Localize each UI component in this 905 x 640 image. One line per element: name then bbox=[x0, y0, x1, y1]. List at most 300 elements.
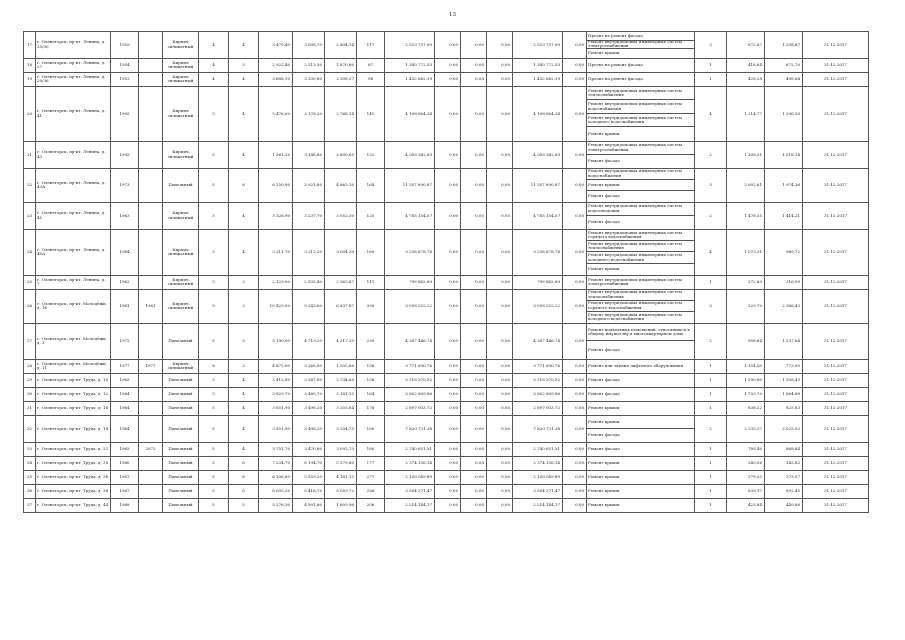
floors-cell: 5 bbox=[199, 323, 229, 359]
completion-date-cell: 31.12.2017 bbox=[803, 229, 869, 275]
completion-date-cell: 31.12.2017 bbox=[803, 58, 869, 72]
row-number-cell: 33 bbox=[24, 442, 36, 456]
residents-count-cell: 256 bbox=[357, 484, 385, 498]
max-unit-cost-cell: 672,70 bbox=[765, 58, 803, 72]
floors-cell: 5 bbox=[199, 86, 229, 141]
other-cost-cell: 0,00 bbox=[563, 373, 587, 387]
works-list-cell bbox=[587, 72, 695, 86]
other-cost-cell: 0,00 bbox=[563, 168, 587, 202]
row-number-cell: 36 bbox=[24, 484, 36, 498]
owners-cost-cell: 4 387 446,74 bbox=[513, 323, 563, 359]
table-row bbox=[24, 32, 869, 59]
total-cost-cell: 799 882,69 bbox=[385, 275, 435, 289]
work-item: Ремонт фасада bbox=[588, 158, 620, 164]
fund-cost-cell: 0,00 bbox=[435, 202, 461, 229]
unit-cost-cell: 838,22 bbox=[727, 401, 765, 415]
budget-cost-cell: 0,00 bbox=[461, 387, 487, 401]
local-budget-cost-cell: 0,00 bbox=[487, 141, 513, 168]
build-year-cell: 1995 bbox=[111, 141, 139, 168]
works-list-cell bbox=[587, 484, 695, 498]
table-row bbox=[24, 168, 869, 202]
fund-cost-cell: 0,00 bbox=[435, 275, 461, 289]
total-cost-cell: 2 374 136,14 bbox=[385, 456, 435, 470]
total-area-cell: 6 150,90 bbox=[259, 168, 293, 202]
premises-area-cell: 2 213,50 bbox=[293, 58, 325, 72]
total-cost-cell: 3 236 678,78 bbox=[385, 229, 435, 275]
total-area-cell: 3 829,70 bbox=[259, 387, 293, 401]
work-item: Ремонт внутридомовых инженерных систем горячего водоснабжения bbox=[587, 301, 694, 312]
residential-area-cell: 2 804,14 bbox=[325, 32, 357, 59]
budget-cost-cell: 0,00 bbox=[461, 456, 487, 470]
row-number-cell: 25 bbox=[24, 275, 36, 289]
completion-date-cell: 31.12.2017 bbox=[803, 141, 869, 168]
max-unit-cost-cell: 1 237,64 bbox=[765, 323, 803, 359]
wall-material-cell: Кирпич силикатный bbox=[163, 275, 199, 289]
table-row bbox=[24, 86, 869, 141]
commission-year-cell: 1981 bbox=[139, 289, 163, 323]
works-count-cell: 4 bbox=[695, 86, 727, 141]
entrances-cell: 8 bbox=[229, 168, 259, 202]
owners-cost-cell: 5 318 370,92 bbox=[513, 373, 563, 387]
residents-count-cell: 164 bbox=[357, 387, 385, 401]
work-item: Ремонт фасада bbox=[588, 391, 620, 397]
residents-count-cell: 132 bbox=[357, 141, 385, 168]
build-year-cell: 1965 bbox=[111, 442, 139, 456]
works-list-cell bbox=[587, 202, 695, 229]
residential-area-cell: 4 317,20 bbox=[325, 323, 357, 359]
other-cost-cell: 0,00 bbox=[563, 141, 587, 168]
residential-area-cell: 3 004,39 bbox=[325, 229, 357, 275]
table-row bbox=[24, 415, 869, 442]
other-cost-cell: 0,00 bbox=[563, 359, 587, 373]
max-unit-cost-cell: 142,82 bbox=[765, 456, 803, 470]
works-list-cell bbox=[587, 442, 695, 456]
fund-cost-cell: 0,00 bbox=[435, 373, 461, 387]
residential-area-cell: 3 181,13 bbox=[325, 387, 357, 401]
row-number-cell: 17 bbox=[24, 32, 36, 59]
premises-area-cell: 4 901,60 bbox=[293, 498, 325, 512]
residents-count-cell: 178 bbox=[357, 401, 385, 415]
local-budget-cost-cell: 0,00 bbox=[487, 275, 513, 289]
works-list-cell bbox=[587, 32, 695, 59]
capital-repair-table bbox=[23, 31, 869, 513]
residents-count-cell: 158 bbox=[357, 359, 385, 373]
address-cell: г. Оленегорск, пр-кт. Труда, д. 36 bbox=[36, 470, 111, 484]
works-count-cell: 1 bbox=[695, 470, 727, 484]
completion-date-cell: 31.12.2017 bbox=[803, 32, 869, 59]
residents-count-cell: 141 bbox=[357, 86, 385, 141]
page-number: 13 bbox=[449, 12, 456, 18]
row-number-cell: 30 bbox=[24, 387, 36, 401]
work-item: Ремонт крыши bbox=[588, 502, 620, 508]
residents-count-cell: 277 bbox=[357, 470, 385, 484]
commission-year-cell bbox=[139, 141, 163, 168]
budget-cost-cell: 0,00 bbox=[461, 498, 487, 512]
budget-cost-cell: 0,00 bbox=[461, 470, 487, 484]
floors-cell: 5 bbox=[199, 168, 229, 202]
residents-count-cell: 111 bbox=[357, 275, 385, 289]
budget-cost-cell: 0,00 bbox=[461, 58, 487, 72]
owners-cost-cell: 3 504 571,47 bbox=[513, 484, 563, 498]
work-item: Ремонт крыши bbox=[588, 488, 620, 494]
floors-cell: 4 bbox=[199, 32, 229, 59]
owners-cost-cell: 2 374 136,14 bbox=[513, 456, 563, 470]
build-year-cell: 1988 bbox=[111, 498, 139, 512]
address-cell: г. Оленегорск, пр-кт. Труда, д. 38 bbox=[36, 484, 111, 498]
table-row bbox=[24, 498, 869, 512]
table-row bbox=[24, 359, 869, 373]
residents-count-cell: 177 bbox=[357, 456, 385, 470]
work-item: Ремонт фасада bbox=[588, 377, 620, 383]
address-cell: г. Оленегорск, пр-кт. Ленина, д. 29/36 bbox=[36, 72, 111, 86]
total-cost-cell: 3 771 690,76 bbox=[385, 359, 435, 373]
floors-cell: 5 bbox=[199, 387, 229, 401]
row-number-cell: 34 bbox=[24, 456, 36, 470]
local-budget-cost-cell: 0,00 bbox=[487, 415, 513, 442]
work-item: Ремонт внутридомовых инженерных систем электроснабжения bbox=[587, 142, 694, 155]
work-item: Ремонт крыши bbox=[587, 180, 694, 191]
unit-cost-cell: 379,33 bbox=[727, 470, 765, 484]
premises-area-cell: 3 470,80 bbox=[293, 442, 325, 456]
residential-area-cell: 4 663,10 bbox=[325, 168, 357, 202]
work-item: Ремонт крыши bbox=[588, 266, 620, 272]
works-list-cell bbox=[587, 498, 695, 512]
premises-area-cell: 4 719,20 bbox=[293, 323, 325, 359]
local-budget-cost-cell: 0,00 bbox=[487, 442, 513, 456]
commission-year-cell bbox=[139, 32, 163, 59]
total-area-cell: 3 412,80 bbox=[259, 373, 293, 387]
works-count-cell: 1 bbox=[695, 72, 727, 86]
row-number-cell: 35 bbox=[24, 470, 36, 484]
work-item: Ремонт подвальных помещений, относящихся к общему имуществу в многоквартирном доме bbox=[587, 324, 694, 342]
works-count-cell: 3 bbox=[695, 289, 727, 323]
row-number-cell: 31 bbox=[24, 401, 36, 415]
local-budget-cost-cell: 0,00 bbox=[487, 32, 513, 59]
budget-cost-cell: 0,00 bbox=[461, 323, 487, 359]
premises-area-cell: 3 178,20 bbox=[293, 86, 325, 141]
max-unit-cost-cell: 498,64 bbox=[765, 72, 803, 86]
max-unit-cost-cell: 1 664,88 bbox=[765, 387, 803, 401]
works-list-cell bbox=[587, 86, 695, 141]
commission-year-cell bbox=[139, 470, 163, 484]
wall-material-cell: Кирпич силикатный bbox=[163, 72, 199, 86]
other-cost-cell: 0,00 bbox=[563, 275, 587, 289]
address-cell: г. Оленегорск, пр-кт. Труда, д. 30 bbox=[36, 456, 111, 470]
entrances-cell: 4 bbox=[229, 442, 259, 456]
works-count-cell: 4 bbox=[695, 229, 727, 275]
owners-cost-cell: 7 820 721,38 bbox=[513, 415, 563, 442]
total-area-cell: 5 276,30 bbox=[259, 498, 293, 512]
residents-count-cell: 169 bbox=[357, 229, 385, 275]
other-cost-cell: 0,00 bbox=[563, 323, 587, 359]
residential-area-cell: 5 059,72 bbox=[325, 484, 357, 498]
address-cell: г. Оленегорск, пр-кт. Труда, д. 18 bbox=[36, 415, 111, 442]
work-item: Проект на ремонт фасада bbox=[588, 76, 643, 82]
wall-material-cell: Панельный bbox=[163, 168, 199, 202]
works-list-cell bbox=[587, 373, 695, 387]
total-cost-cell: 4 387 446,74 bbox=[385, 323, 435, 359]
work-item: Ремонт внутридомовых инженерных систем водоотведения bbox=[587, 203, 694, 216]
unit-cost-cell: 1 314,77 bbox=[727, 86, 765, 141]
unit-cost-cell: 329,70 bbox=[727, 289, 765, 323]
budget-cost-cell: 0,00 bbox=[461, 168, 487, 202]
entrances-cell: 4 bbox=[229, 373, 259, 387]
address-cell: г. Оленегорск, пр-кт. Молодёжи, д. 11 bbox=[36, 359, 111, 373]
owners-cost-cell: 11 557 690,87 bbox=[513, 168, 563, 202]
address-cell: г. Оленегорск, пр-кт. Ленина, д. 25/30 bbox=[36, 32, 111, 59]
works-count-cell: 1 bbox=[695, 275, 727, 289]
table-row bbox=[24, 323, 869, 359]
commission-year-cell bbox=[139, 275, 163, 289]
budget-cost-cell: 0,00 bbox=[461, 415, 487, 442]
local-budget-cost-cell: 0,00 bbox=[487, 229, 513, 275]
total-area-cell: 2 922,40 bbox=[259, 58, 293, 72]
premises-area-cell: 3 498,20 bbox=[293, 401, 325, 415]
other-cost-cell: 0,00 bbox=[563, 229, 587, 275]
premises-area-cell: 3 237,70 bbox=[293, 202, 325, 229]
floors-cell: 5 bbox=[199, 275, 229, 289]
owners-cost-cell: 1 349 772,55 bbox=[513, 58, 563, 72]
wall-material-cell: Панельный bbox=[163, 442, 199, 456]
fund-cost-cell: 0,00 bbox=[435, 141, 461, 168]
work-item: Ремонт крыши bbox=[587, 416, 694, 429]
local-budget-cost-cell: 0,00 bbox=[487, 359, 513, 373]
unit-cost-cell: 2 002,61 bbox=[727, 168, 765, 202]
table-row bbox=[24, 72, 869, 86]
total-cost-cell: 2 523 757,00 bbox=[385, 32, 435, 59]
row-number-cell: 23 bbox=[24, 202, 36, 229]
floors-cell: 9 bbox=[199, 289, 229, 323]
total-cost-cell: 4 198 684,34 bbox=[385, 86, 435, 141]
table-row bbox=[24, 401, 869, 415]
floors-cell: 5 bbox=[199, 456, 229, 470]
works-count-cell: 2 bbox=[695, 202, 727, 229]
works-list-cell bbox=[587, 401, 695, 415]
wall-material-cell: Кирпич силикатный bbox=[163, 32, 199, 59]
other-cost-cell: 0,00 bbox=[563, 401, 587, 415]
entrances-cell: 8 bbox=[229, 470, 259, 484]
work-item: Ремонт внутридомовых инженерных систем теплоснабжения bbox=[587, 290, 694, 301]
residential-area-cell: 5 575,60 bbox=[325, 456, 357, 470]
unit-cost-cell: 372,89 bbox=[727, 275, 765, 289]
premises-area-cell: 5 921,80 bbox=[293, 168, 325, 202]
other-cost-cell: 0,00 bbox=[563, 442, 587, 456]
work-item: Ремонт фасада bbox=[588, 346, 620, 352]
wall-material-cell: Панельный bbox=[163, 323, 199, 359]
owners-cost-cell: 5 802 805,86 bbox=[513, 387, 563, 401]
entrances-cell: 6 bbox=[229, 456, 259, 470]
works-list-cell bbox=[587, 470, 695, 484]
commission-year-cell bbox=[139, 373, 163, 387]
fund-cost-cell: 0,00 bbox=[435, 72, 461, 86]
wall-material-cell: Панельный bbox=[163, 456, 199, 470]
floors-cell: 4 bbox=[199, 72, 229, 86]
row-number-cell: 19 bbox=[24, 72, 36, 86]
total-area-cell: 2 123,00 bbox=[259, 275, 293, 289]
table-row bbox=[24, 229, 869, 275]
completion-date-cell: 31.12.2017 bbox=[803, 498, 869, 512]
address-cell: г. Оленегорск, пр-кт. Труда, д. 16 bbox=[36, 401, 111, 415]
build-year-cell: 1977 bbox=[111, 359, 139, 373]
max-unit-cost-cell: 449,66 bbox=[765, 498, 803, 512]
total-cost-cell: 2 740 651,51 bbox=[385, 442, 435, 456]
row-number-cell: 32 bbox=[24, 415, 36, 442]
other-cost-cell: 0,00 bbox=[563, 32, 587, 59]
completion-date-cell: 31.12.2017 bbox=[803, 289, 869, 323]
owners-cost-cell: 4 785 134,57 bbox=[513, 202, 563, 229]
works-count-cell: 2 bbox=[695, 415, 727, 442]
work-item: Ремонт крыши bbox=[588, 130, 620, 136]
table-row bbox=[24, 470, 869, 484]
residential-area-cell: 3 092,73 bbox=[325, 442, 357, 456]
address-cell: г. Оленегорск, пр-кт. Труда, д. 10 bbox=[36, 373, 111, 387]
completion-date-cell: 31.12.2017 bbox=[803, 72, 869, 86]
unit-cost-cell: 1 703,70 bbox=[727, 387, 765, 401]
commission-year-cell: 2072 bbox=[139, 442, 163, 456]
works-list-cell bbox=[587, 359, 695, 373]
total-area-cell: 7 234,70 bbox=[259, 456, 293, 470]
local-budget-cost-cell: 0,00 bbox=[487, 456, 513, 470]
residents-count-cell: 239 bbox=[357, 323, 385, 359]
local-budget-cost-cell: 0,00 bbox=[487, 168, 513, 202]
total-area-cell: 3 688,10 bbox=[259, 72, 293, 86]
budget-cost-cell: 0,00 bbox=[461, 32, 487, 59]
floors-cell: 5 bbox=[199, 373, 229, 387]
works-list-cell bbox=[587, 141, 695, 168]
entrances-cell: 4 bbox=[229, 415, 259, 442]
table-row bbox=[24, 442, 869, 456]
total-cost-cell: 4 005 342,89 bbox=[385, 141, 435, 168]
premises-area-cell: 3 480,70 bbox=[293, 387, 325, 401]
works-count-cell: 3 bbox=[695, 168, 727, 202]
unit-cost-cell: 418,64 bbox=[727, 58, 765, 72]
build-year-cell: 1954 bbox=[111, 58, 139, 72]
address-cell: г. Оленегорск, пр-кт. Ленина, д. 27 bbox=[36, 58, 111, 72]
row-number-cell: 24 bbox=[24, 229, 36, 275]
residents-count-cell: 180 bbox=[357, 415, 385, 442]
local-budget-cost-cell: 0,00 bbox=[487, 387, 513, 401]
fund-cost-cell: 0,00 bbox=[435, 86, 461, 141]
build-year-cell: 1973 bbox=[111, 168, 139, 202]
other-cost-cell: 0,00 bbox=[563, 456, 587, 470]
commission-year-cell bbox=[139, 323, 163, 359]
build-year-cell: 1981 bbox=[111, 289, 139, 323]
address-cell: г. Оленегорск, пр-кт. Ленина, д. 41 bbox=[36, 86, 111, 141]
residential-area-cell: 2 363,87 bbox=[325, 275, 357, 289]
work-item: Ремонт внутридомовых инженерных систем электроснабжения bbox=[587, 41, 694, 50]
floors-cell: 5 bbox=[199, 401, 229, 415]
max-unit-cost-cell: 1 414,21 bbox=[765, 202, 803, 229]
build-year-cell: 1964 bbox=[111, 401, 139, 415]
build-year-cell: 1964 bbox=[111, 387, 139, 401]
fund-cost-cell: 0,00 bbox=[435, 415, 461, 442]
total-area-cell: 3 328,90 bbox=[259, 202, 293, 229]
commission-year-cell bbox=[139, 86, 163, 141]
work-item: Ремонт внутридомовых инженерных систем теплоснабжения bbox=[587, 241, 694, 252]
table-row bbox=[24, 484, 869, 498]
wall-material-cell: Кирпич силикатный bbox=[163, 289, 199, 323]
row-number-cell: 20 bbox=[24, 86, 36, 141]
total-cost-cell: 5 802 805,86 bbox=[385, 387, 435, 401]
wall-material-cell: Панельный bbox=[163, 373, 199, 387]
works-list-cell bbox=[587, 275, 695, 289]
residential-area-cell: 2 734,65 bbox=[325, 373, 357, 387]
residential-area-cell: 4 181,13 bbox=[325, 470, 357, 484]
commission-year-cell bbox=[139, 484, 163, 498]
works-count-cell: 1 bbox=[695, 401, 727, 415]
entrances-cell: 3 bbox=[229, 275, 259, 289]
build-year-cell: 1995 bbox=[111, 86, 139, 141]
wall-material-cell: Панельный bbox=[163, 470, 199, 484]
owners-cost-cell: 799 882,69 bbox=[513, 275, 563, 289]
max-unit-cost-cell: 989,72 bbox=[765, 229, 803, 275]
budget-cost-cell: 0,00 bbox=[461, 141, 487, 168]
unit-cost-cell: 639,17 bbox=[727, 484, 765, 498]
residential-area-cell: 3 052,30 bbox=[325, 202, 357, 229]
max-unit-cost-cell: 1 974,36 bbox=[765, 168, 803, 202]
local-budget-cost-cell: 0,00 bbox=[487, 58, 513, 72]
table-row bbox=[24, 58, 869, 72]
work-item: Ремонт внутридомовых инженерных систем холодного водоснабжения bbox=[587, 114, 694, 128]
entrances-cell: 4 bbox=[229, 202, 259, 229]
fund-cost-cell: 0,00 bbox=[435, 32, 461, 59]
works-count-cell: 1 bbox=[695, 484, 727, 498]
unit-cost-cell: 428,28 bbox=[727, 72, 765, 86]
other-cost-cell: 0,00 bbox=[563, 470, 587, 484]
local-budget-cost-cell: 0,00 bbox=[487, 401, 513, 415]
address-cell: г. Оленегорск, пр-кт. Труда, д. 44 bbox=[36, 498, 111, 512]
row-number-cell: 28 bbox=[24, 359, 36, 373]
entrances-cell: 4 bbox=[229, 229, 259, 275]
wall-material-cell: Кирпич силикатный bbox=[163, 229, 199, 275]
wall-material-cell: Панельный bbox=[163, 387, 199, 401]
floors-cell: 5 bbox=[199, 415, 229, 442]
works-count-cell: 1 bbox=[695, 387, 727, 401]
residents-count-cell: 125 bbox=[357, 202, 385, 229]
work-item: Ремонт внутридомовых инженерных систем водоснабжения bbox=[587, 169, 694, 180]
work-item: Ремонт внутридомовых инженерных систем электроснабжения bbox=[588, 276, 682, 287]
entrances-cell: 5 bbox=[229, 323, 259, 359]
total-cost-cell: 7 820 721,38 bbox=[385, 415, 435, 442]
total-area-cell: 3 479,40 bbox=[259, 32, 293, 59]
premises-area-cell: 3 265,00 bbox=[293, 359, 325, 373]
entrances-cell: 3 bbox=[229, 58, 259, 72]
owners-cost-cell: 2 740 651,51 bbox=[513, 442, 563, 456]
wall-material-cell: Панельный bbox=[163, 498, 199, 512]
address-cell: г. Оленегорск, пр-кт. Ленина, д. 45А bbox=[36, 229, 111, 275]
works-count-cell: 2 bbox=[695, 323, 727, 359]
works-count-cell: 3 bbox=[695, 32, 727, 59]
commission-year-cell bbox=[139, 498, 163, 512]
unit-cost-cell: 1 590,80 bbox=[727, 373, 765, 387]
address-cell: г. Оленегорск, пр-кт. Труда, д. 12 bbox=[36, 387, 111, 401]
max-unit-cost-cell: 692,45 bbox=[765, 484, 803, 498]
build-year-cell: 1983 bbox=[111, 202, 139, 229]
floors-cell: 5 bbox=[199, 470, 229, 484]
wall-material-cell: Панельный bbox=[163, 415, 199, 442]
fund-cost-cell: 0,00 bbox=[435, 401, 461, 415]
premises-area-cell: 3 148,80 bbox=[293, 141, 325, 168]
entrances-cell: 4 bbox=[229, 32, 259, 59]
residential-area-cell: 2 308,37 bbox=[325, 72, 357, 86]
local-budget-cost-cell: 0,00 bbox=[487, 498, 513, 512]
work-item: Ремонт фасада bbox=[588, 219, 620, 225]
budget-cost-cell: 0,00 bbox=[461, 72, 487, 86]
table-row bbox=[24, 289, 869, 323]
works-count-cell: 1 bbox=[695, 58, 727, 72]
entrances-cell: 3 bbox=[229, 289, 259, 323]
completion-date-cell: 31.12.2017 bbox=[803, 359, 869, 373]
